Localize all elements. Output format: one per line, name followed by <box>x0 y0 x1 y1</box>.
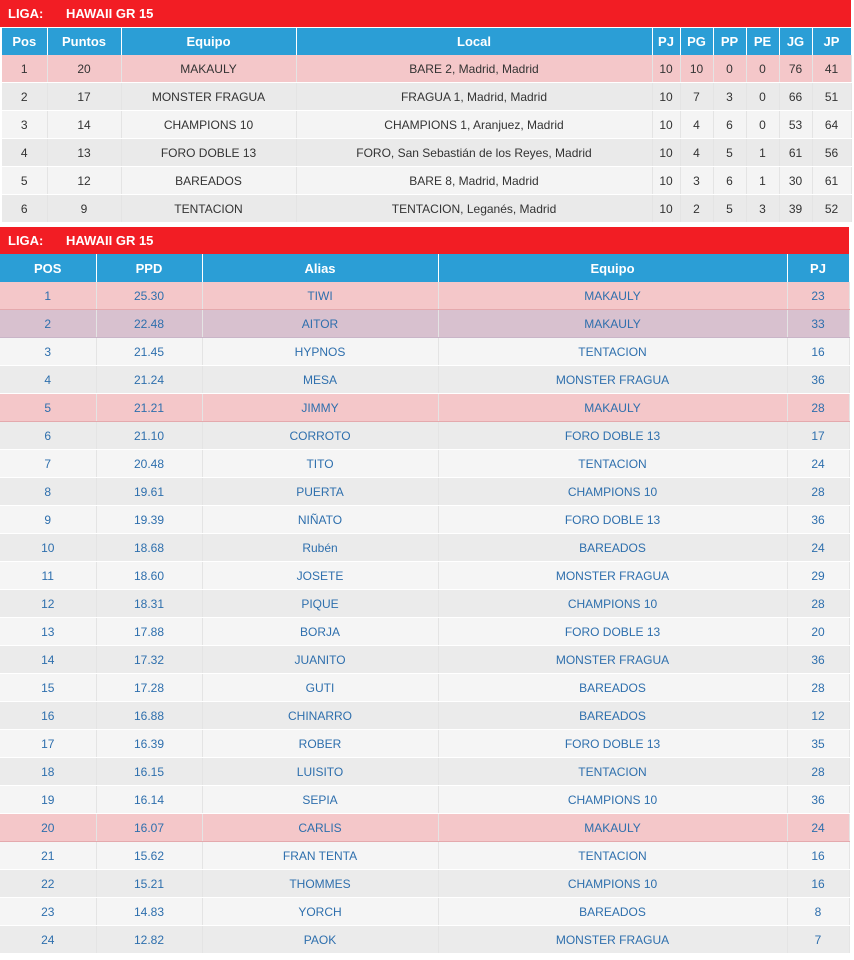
cell-pos: 20 <box>0 814 96 842</box>
cell-ppd: 25.30 <box>96 282 202 310</box>
cell-pg: 4 <box>680 139 713 167</box>
cell-pos: 24 <box>0 926 96 954</box>
cell-local: FORO, San Sebastián de los Reyes, Madrid <box>296 139 652 167</box>
cell-equipo[interactable]: MONSTER FRAGUA <box>438 366 787 394</box>
cell-jp: 52 <box>812 195 851 223</box>
cell-puntos: 20 <box>47 55 121 83</box>
cell-jp: 51 <box>812 83 851 111</box>
cell-ppd: 17.32 <box>96 646 202 674</box>
cell-alias[interactable]: FRAN TENTA <box>202 842 438 870</box>
cell-pj: 28 <box>787 478 849 506</box>
cell-pj: 36 <box>787 366 849 394</box>
cell-ppd: 19.61 <box>96 478 202 506</box>
league-name: HAWAII GR 15 <box>66 233 154 248</box>
player-row <box>0 786 849 814</box>
cell-pos: 3 <box>0 338 96 366</box>
cell-alias[interactable]: SEPIA <box>202 786 438 814</box>
cell-pj: 29 <box>787 562 849 590</box>
liga-label: LIGA: <box>8 233 44 248</box>
cell-pos: 6 <box>0 422 96 450</box>
cell-pj: 28 <box>787 674 849 702</box>
cell-equipo[interactable]: FORO DOBLE 13 <box>438 422 787 450</box>
cell-alias[interactable]: CORROTO <box>202 422 438 450</box>
cell-pos: 21 <box>0 842 96 870</box>
cell-equipo: TENTACION <box>121 195 296 223</box>
player-row <box>0 590 849 618</box>
cell-pos: 15 <box>0 674 96 702</box>
league-name: HAWAII GR 15 <box>66 6 154 21</box>
col-pos[interactable]: Pos <box>2 28 47 55</box>
cell-pos: 8 <box>0 478 96 506</box>
cell-pp: 5 <box>713 139 746 167</box>
cell-ppd: 22.48 <box>96 310 202 338</box>
cell-pos: 14 <box>0 646 96 674</box>
cell-pj: 28 <box>787 590 849 618</box>
standings-row <box>2 83 851 111</box>
player-row <box>0 814 849 842</box>
player-row <box>0 282 849 310</box>
cell-pe: 3 <box>746 195 779 223</box>
cell-jg: 39 <box>779 195 812 223</box>
player-row <box>0 702 849 730</box>
cell-equipo[interactable]: MONSTER FRAGUA <box>438 562 787 590</box>
cell-alias[interactable]: CHINARRO <box>202 702 438 730</box>
cell-equipo[interactable]: MONSTER FRAGUA <box>438 646 787 674</box>
cell-alias[interactable]: TIWI <box>202 282 438 310</box>
player-row <box>0 646 849 674</box>
cell-pp: 6 <box>713 111 746 139</box>
cell-pj: 10 <box>652 167 680 195</box>
cell-pp: 0 <box>713 55 746 83</box>
player-row <box>0 842 849 870</box>
cell-pj: 35 <box>787 730 849 758</box>
cell-ppd: 18.31 <box>96 590 202 618</box>
standings-row <box>2 139 851 167</box>
cell-alias[interactable]: NIÑATO <box>202 506 438 534</box>
cell-alias[interactable]: JOSETE <box>202 562 438 590</box>
col-equipo[interactable]: Equipo <box>121 28 296 55</box>
standings-table <box>2 28 852 223</box>
cell-pj: 10 <box>652 55 680 83</box>
col-pj[interactable]: PJ <box>652 28 680 55</box>
cell-local: FRAGUA 1, Madrid, Madrid <box>296 83 652 111</box>
cell-alias[interactable]: TITO <box>202 450 438 478</box>
cell-pj: 24 <box>787 534 849 562</box>
cell-jg: 61 <box>779 139 812 167</box>
cell-puntos: 12 <box>47 167 121 195</box>
cell-pj: 36 <box>787 506 849 534</box>
cell-pos: 11 <box>0 562 96 590</box>
cell-jg: 53 <box>779 111 812 139</box>
standings-row <box>2 111 851 139</box>
cell-ppd: 16.39 <box>96 730 202 758</box>
cell-pj: 23 <box>787 282 849 310</box>
cell-equipo[interactable]: MAKAULY <box>438 282 787 310</box>
cell-ppd: 18.68 <box>96 534 202 562</box>
cell-equipo: FORO DOBLE 13 <box>121 139 296 167</box>
standings-header-row <box>2 28 851 55</box>
cell-pos: 9 <box>0 506 96 534</box>
cell-equipo[interactable]: FORO DOBLE 13 <box>438 618 787 646</box>
cell-pp: 5 <box>713 195 746 223</box>
cell-puntos: 17 <box>47 83 121 111</box>
cell-pj: 10 <box>652 139 680 167</box>
cell-equipo[interactable]: TENTACION <box>438 338 787 366</box>
cell-pj: 17 <box>787 422 849 450</box>
cell-pj: 36 <box>787 646 849 674</box>
cell-pj: 16 <box>787 842 849 870</box>
cell-equipo[interactable]: TENTACION <box>438 450 787 478</box>
cell-puntos: 13 <box>47 139 121 167</box>
cell-pos: 16 <box>0 702 96 730</box>
cell-pj: 16 <box>787 870 849 898</box>
cell-puntos: 14 <box>47 111 121 139</box>
col-alias[interactable]: Alias <box>202 254 438 282</box>
cell-pos: 12 <box>0 590 96 618</box>
cell-ppd: 16.15 <box>96 758 202 786</box>
cell-alias[interactable]: JIMMY <box>202 394 438 422</box>
cell-pos: 6 <box>2 195 47 223</box>
player-row <box>0 758 849 786</box>
cell-local: CHAMPIONS 1, Aranjuez, Madrid <box>296 111 652 139</box>
cell-local: BARE 2, Madrid, Madrid <box>296 55 652 83</box>
col-jp[interactable]: JP <box>812 28 851 55</box>
cell-local: TENTACION, Leganés, Madrid <box>296 195 652 223</box>
cell-pos: 5 <box>2 167 47 195</box>
league-banner-1 <box>0 0 851 27</box>
standings-row <box>2 195 851 223</box>
cell-pos: 7 <box>0 450 96 478</box>
cell-equipo[interactable]: BAREADOS <box>438 534 787 562</box>
players-header-row <box>0 254 849 282</box>
col-pp[interactable]: PP <box>713 28 746 55</box>
col-ppd[interactable]: PPD <box>96 254 202 282</box>
cell-pj: 24 <box>787 450 849 478</box>
cell-pos: 23 <box>0 898 96 926</box>
col-pg[interactable]: PG <box>680 28 713 55</box>
player-row <box>0 422 849 450</box>
cell-pos: 2 <box>2 83 47 111</box>
cell-pos: 18 <box>0 758 96 786</box>
col-local[interactable]: Local <box>296 28 652 55</box>
cell-pj: 10 <box>652 83 680 111</box>
cell-pg: 4 <box>680 111 713 139</box>
cell-pj: 12 <box>787 702 849 730</box>
cell-ppd: 17.88 <box>96 618 202 646</box>
cell-pos: 3 <box>2 111 47 139</box>
cell-equipo[interactable]: FORO DOBLE 13 <box>438 730 787 758</box>
cell-alias[interactable]: CARLIS <box>202 814 438 842</box>
cell-equipo[interactable]: BAREADOS <box>438 702 787 730</box>
cell-pp: 3 <box>713 83 746 111</box>
cell-pg: 3 <box>680 167 713 195</box>
player-row <box>0 926 849 954</box>
cell-alias[interactable]: GUTI <box>202 674 438 702</box>
col-puntos[interactable]: Puntos <box>47 28 121 55</box>
cell-pos: 13 <box>0 618 96 646</box>
cell-pos: 19 <box>0 786 96 814</box>
cell-alias[interactable]: PIQUE <box>202 590 438 618</box>
cell-ppd: 14.83 <box>96 898 202 926</box>
cell-pe: 0 <box>746 83 779 111</box>
cell-equipo[interactable]: TENTACION <box>438 758 787 786</box>
col-pj[interactable]: PJ <box>787 254 849 282</box>
player-row <box>0 394 849 422</box>
col-equipo[interactable]: Equipo <box>438 254 787 282</box>
cell-alias[interactable]: HYPNOS <box>202 338 438 366</box>
cell-jp: 56 <box>812 139 851 167</box>
cell-pj: 24 <box>787 814 849 842</box>
cell-pos: 17 <box>0 730 96 758</box>
cell-alias[interactable]: BORJA <box>202 618 438 646</box>
cell-jp: 61 <box>812 167 851 195</box>
player-row <box>0 730 849 758</box>
cell-equipo: CHAMPIONS 10 <box>121 111 296 139</box>
cell-equipo[interactable]: CHAMPIONS 10 <box>438 786 787 814</box>
cell-equipo[interactable]: CHAMPIONS 10 <box>438 590 787 618</box>
cell-equipo[interactable]: BAREADOS <box>438 898 787 926</box>
cell-equipo[interactable]: CHAMPIONS 10 <box>438 870 787 898</box>
standings-row <box>2 167 851 195</box>
player-row <box>0 534 849 562</box>
cell-jp: 64 <box>812 111 851 139</box>
cell-pe: 1 <box>746 139 779 167</box>
player-row <box>0 310 849 338</box>
cell-pg: 7 <box>680 83 713 111</box>
cell-pj: 36 <box>787 786 849 814</box>
cell-pos: 1 <box>2 55 47 83</box>
cell-jg: 66 <box>779 83 812 111</box>
cell-equipo[interactable]: FORO DOBLE 13 <box>438 506 787 534</box>
cell-pj: 28 <box>787 758 849 786</box>
cell-ppd: 21.45 <box>96 338 202 366</box>
cell-ppd: 15.21 <box>96 870 202 898</box>
cell-pos: 22 <box>0 870 96 898</box>
player-row <box>0 338 849 366</box>
col-pos[interactable]: POS <box>0 254 96 282</box>
cell-pj: 28 <box>787 394 849 422</box>
cell-alias[interactable]: PUERTA <box>202 478 438 506</box>
player-row <box>0 898 849 926</box>
player-row <box>0 478 849 506</box>
cell-pg: 2 <box>680 195 713 223</box>
league-banner-2 <box>0 227 849 254</box>
cell-ppd: 12.82 <box>96 926 202 954</box>
cell-equipo: MAKAULY <box>121 55 296 83</box>
player-row <box>0 618 849 646</box>
cell-ppd: 19.39 <box>96 506 202 534</box>
cell-ppd: 16.14 <box>96 786 202 814</box>
cell-pj: 33 <box>787 310 849 338</box>
player-row <box>0 366 849 394</box>
cell-alias[interactable]: ROBER <box>202 730 438 758</box>
cell-alias[interactable]: LUISITO <box>202 758 438 786</box>
cell-pos: 4 <box>0 366 96 394</box>
cell-pos: 1 <box>0 282 96 310</box>
cell-equipo[interactable]: MAKAULY <box>438 814 787 842</box>
players-table <box>0 254 850 954</box>
player-row <box>0 674 849 702</box>
cell-jg: 76 <box>779 55 812 83</box>
cell-ppd: 21.10 <box>96 422 202 450</box>
cell-pj: 7 <box>787 926 849 954</box>
liga-label: LIGA: <box>8 6 44 21</box>
cell-equipo: MONSTER FRAGUA <box>121 83 296 111</box>
cell-ppd: 16.88 <box>96 702 202 730</box>
cell-pe: 0 <box>746 55 779 83</box>
cell-ppd: 18.60 <box>96 562 202 590</box>
cell-equipo[interactable]: CHAMPIONS 10 <box>438 478 787 506</box>
cell-ppd: 20.48 <box>96 450 202 478</box>
cell-alias[interactable]: AITOR <box>202 310 438 338</box>
cell-local: BARE 8, Madrid, Madrid <box>296 167 652 195</box>
standings-row <box>2 55 851 83</box>
cell-pj: 10 <box>652 195 680 223</box>
cell-alias[interactable]: THOMMES <box>202 870 438 898</box>
cell-pos: 5 <box>0 394 96 422</box>
cell-pj: 8 <box>787 898 849 926</box>
cell-jg: 30 <box>779 167 812 195</box>
player-row <box>0 870 849 898</box>
cell-equipo[interactable]: MAKAULY <box>438 394 787 422</box>
cell-pos: 2 <box>0 310 96 338</box>
cell-equipo: BAREADOS <box>121 167 296 195</box>
cell-puntos: 9 <box>47 195 121 223</box>
cell-pj: 20 <box>787 618 849 646</box>
cell-ppd: 15.62 <box>96 842 202 870</box>
cell-pe: 1 <box>746 167 779 195</box>
cell-alias[interactable]: PAOK <box>202 926 438 954</box>
cell-alias[interactable]: MESA <box>202 366 438 394</box>
cell-ppd: 17.28 <box>96 674 202 702</box>
cell-ppd: 21.24 <box>96 366 202 394</box>
cell-alias[interactable]: Rubén <box>202 534 438 562</box>
cell-equipo[interactable]: BAREADOS <box>438 674 787 702</box>
cell-pg: 10 <box>680 55 713 83</box>
player-row <box>0 506 849 534</box>
cell-pe: 0 <box>746 111 779 139</box>
cell-pp: 6 <box>713 167 746 195</box>
cell-ppd: 21.21 <box>96 394 202 422</box>
cell-alias[interactable]: JUANITO <box>202 646 438 674</box>
cell-ppd: 16.07 <box>96 814 202 842</box>
cell-pj: 16 <box>787 338 849 366</box>
cell-pos: 10 <box>0 534 96 562</box>
cell-equipo[interactable]: MONSTER FRAGUA <box>438 926 787 954</box>
cell-equipo[interactable]: MAKAULY <box>438 310 787 338</box>
col-jg[interactable]: JG <box>779 28 812 55</box>
col-pe[interactable]: PE <box>746 28 779 55</box>
cell-equipo[interactable]: TENTACION <box>438 842 787 870</box>
cell-jp: 41 <box>812 55 851 83</box>
player-row <box>0 562 849 590</box>
cell-alias[interactable]: YORCH <box>202 898 438 926</box>
cell-pj: 10 <box>652 111 680 139</box>
player-row <box>0 450 849 478</box>
cell-pos: 4 <box>2 139 47 167</box>
